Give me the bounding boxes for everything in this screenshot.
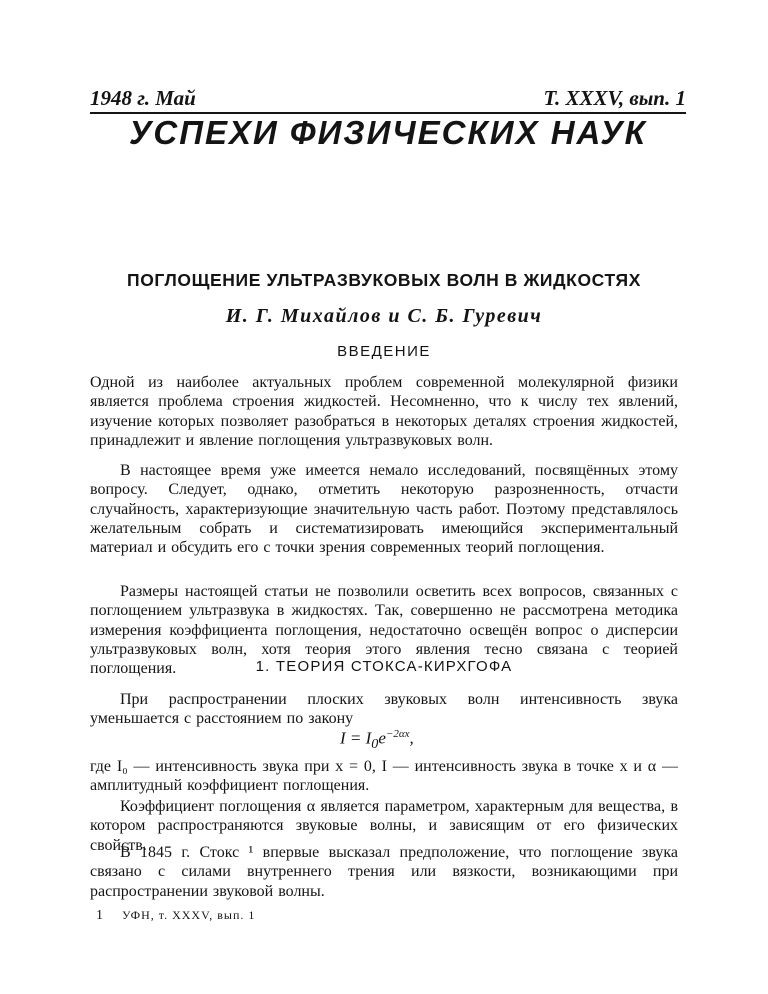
article-authors: И. Г. Михайлов и С. Б. Гуревич	[225, 305, 543, 327]
formula-e: e	[378, 728, 386, 748]
section-1-paragraph-3: Коэффициент поглощения α является параметром, характерным для вещества, в котором распространяются звуковые волны, и зависящим от его физических свойств.	[90, 798, 678, 854]
section-1-paragraph-1: При распространении плоских звуковых волн интенсивность звука уменьшается с расстоянием по закону	[90, 691, 678, 728]
section-1-paragraph-4: В 1845 г. Стокс ¹ впервые высказал предположение, что поглощение звука связано с силами внутреннего трения или вязкости, возникающими при распространении звуковой волны.	[90, 844, 678, 900]
section-1-paragraph-2: где I₀ — интенсивность звука при x = 0, I — интенсивность звука в точке x и α — амплитудный коэффициент поглощения.	[90, 758, 678, 795]
page-footer	[96, 908, 255, 924]
formula-tail: ,	[409, 728, 414, 748]
intro-heading: ВВЕДЕНИЕ	[337, 343, 431, 360]
intro-paragraph-1: Одной из наиболее актуальных проблем современной молекулярной физики является проблема строения жидкостей. Несомненно, что к числу тех явлений, изучение которых позволяет разобраться в некоторых деталях строения жидкостей, принадлежит и явление поглощения ультразвуковых волн.	[90, 374, 678, 449]
formula-subscript: 0	[371, 736, 379, 753]
intensity-formula	[340, 728, 414, 753]
intro-paragraph-3: Размеры настоящей статьи не позволили осветить всех вопросов, связанных с поглощением ультразвука в жидкостях. Так, совершенно не рассмотрена методика измерения коэффициента поглощения, недостаточно освещён вопрос о дисперсии ультразвуковых волн, хотя теория этого явления тесно связана с теорией поглощения.	[90, 583, 678, 678]
section-1-heading: 1. ТЕОРИЯ СТОКСА-КИРХГОФА	[255, 658, 513, 675]
formula-exponent: −2αx	[385, 728, 410, 740]
article-title: ПОГЛОЩЕНИЕ УЛЬТРАЗВУКОВЫХ ВОЛН В ЖИДКОСТЯХ	[127, 270, 641, 290]
footer-text: УФН, т. XXXV, вып. 1	[122, 908, 256, 922]
footer-number: 1	[96, 908, 104, 923]
formula-lhs: I = I	[340, 728, 372, 748]
journal-title: УСПЕХИ ФИЗИЧЕСКИХ НАУК	[129, 114, 647, 151]
volume-issue: Т. XXXV, вып. 1	[543, 86, 686, 110]
issue-date: 1948 г. Май	[90, 86, 196, 110]
journal-header	[90, 86, 686, 112]
intro-paragraph-2: В настоящее время уже имеется немало исследований, посвящённых этому вопросу. Следует, однако, отметить некоторую разрозненность, отчасти случайность, характеризующие значительную часть работ. Поэтому представлялось желательным собрать и систематизировать имеющийся экспериментальный материал и обсудить его с точки зрения современных теорий поглощения.	[90, 462, 678, 557]
